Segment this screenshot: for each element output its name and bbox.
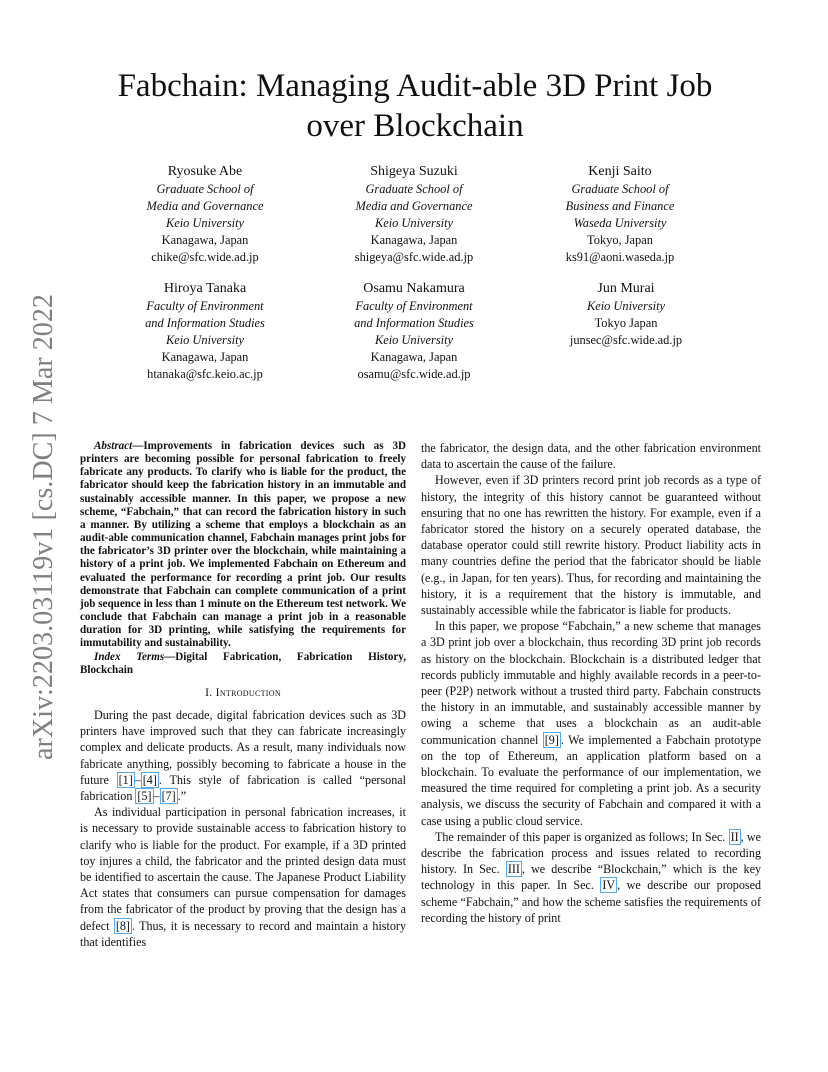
author-affiliation: Keio University — [165, 332, 245, 347]
author-affiliation: Graduate School of — [156, 182, 254, 196]
paragraph-text: The remainder of this paper is organized as follows; In Sec. — [435, 829, 729, 844]
paragraph-text: In this paper, we propose “Fabchain,” a new scheme that manages a 3D print job over a blockchain, thus recording 3D print job records as history on the blockchain. Blockchain is a distributed ledger that records publicly immutable and highly available records in a peer-to-peer (P2P) network without a trusted third party. Fabchain constructs the history in an immutable, and sustainably accessible manner by owing a scheme that uses a blockchain as an audit-able communication channel — [421, 619, 761, 747]
author-name: Jun Murai — [597, 281, 655, 296]
citation-link[interactable]: [8] — [115, 918, 130, 933]
right-paragraph-2 — [421, 618, 761, 829]
section-number: I. — [205, 685, 213, 699]
paragraph-text: During the past decade, digital fabrication devices such as 3D printers have improved such that they can fabricate increasingly complex and delicate products. As a result, many individuals now fabricate anything, possibly becoming to fabricate a house in the future — [80, 708, 406, 787]
paragraph-text: . This style of fabrication is called “personal fabrication — [80, 772, 406, 804]
author-location: Kanagawa, Japan — [370, 349, 458, 364]
author-email: junsec@sfc.wide.ad.jp — [569, 332, 683, 347]
section-link[interactable]: II — [730, 829, 739, 844]
author-affiliation: Business and Finance — [565, 198, 675, 213]
abstract-label: Abstract — [94, 440, 133, 452]
right-paragraph-1: However, even if 3D printers record print job records as a type of history, the integrity of this history cannot be guaranteed without ensuring that no one has rewritten the history. For example, even if a fabricator stored the history on a securely operated database, the database operator could still rewrite history. Product liability acts in many countries define the period that the fabricator should be liable (e.g., in Japan, for ten years). Thus, for recording and maintaining the history, it is a requirement that the history is immutable, and sustainably accessible while the fabricator is liable for products. — [421, 473, 761, 618]
author-affiliation: Media and Governance — [146, 198, 264, 213]
author-affiliation: Waseda University — [573, 215, 667, 230]
right-column — [421, 440, 761, 926]
author-location: Tokyo, Japan — [587, 232, 653, 247]
author-block-6 — [531, 280, 721, 349]
paragraph-text: . Thus, it is necessary to record and maintain a history that identifies — [80, 918, 406, 949]
title-line-2: over Blockchain — [306, 108, 524, 144]
paragraph-text: – — [153, 789, 160, 804]
left-column — [80, 440, 406, 950]
author-location: Kanagawa, Japan — [370, 232, 458, 247]
title-line-1: Fabchain: Managing Audit-able 3D Print Job — [117, 68, 713, 104]
author-block-5 — [319, 280, 509, 383]
index-terms-label: Index Terms — [94, 650, 165, 663]
author-name: Ryosuke Abe — [167, 164, 243, 179]
paragraph-text: , we describe our proposed scheme “Fabchain,” and how the scheme satisfies the requirements of recording the history of print — [421, 878, 762, 925]
author-name: Osamu Nakamura — [363, 281, 465, 296]
section-heading-introduction — [80, 685, 406, 701]
author-affiliation: Media and Governance — [355, 198, 473, 213]
paragraph-text: As individual participation in personal fabrication increases, it is necessary to provide sustainable access to fabrication history to clarify who is liable for the product. For example, if a 3D printed toy injures a child, the fabricator and the printed design data must be identified to ascertain the cause. The Japanese Product Liability Act states that consumers can pursue compensation for damages from the fabricator of the product by proving that the design has a defect — [80, 805, 406, 933]
author-affiliation: and Information Studies — [145, 315, 265, 330]
section-title: Introduction — [215, 685, 281, 699]
intro-paragraph-1 — [80, 707, 406, 804]
author-name: Shigeya Suzuki — [370, 164, 458, 179]
section-link[interactable]: IV — [602, 878, 616, 893]
author-email: shigeya@sfc.wide.ad.jp — [354, 249, 474, 264]
abstract — [80, 440, 406, 651]
author-affiliation: Graduate School of — [571, 182, 669, 196]
paragraph-text: – — [134, 772, 141, 787]
section-link[interactable]: III — [507, 862, 520, 877]
arxiv-identifier-stamp — [22, 292, 58, 762]
author-affiliation: Keio University — [374, 215, 454, 230]
paragraph-text: , we describe the fabrication process and issues related to recording history. In Sec. — [421, 829, 761, 877]
author-location: Kanagawa, Japan — [161, 349, 249, 364]
citation-link[interactable]: [9] — [544, 732, 559, 747]
paragraph-text: , we describe “Blockchain,” which is the key technology in this paper. In Sec. — [421, 862, 761, 893]
arxiv-stamp-text: arXiv:2203.03119v1 [cs.DC] 7 Mar 2022 — [27, 292, 58, 760]
citation-link[interactable]: [7] — [161, 789, 176, 804]
author-email: htanaka@sfc.keio.ac.jp — [147, 366, 263, 381]
intro-paragraph-2 — [80, 804, 406, 950]
author-affiliation: Keio University — [374, 332, 454, 347]
citation-link[interactable]: [1] — [118, 772, 133, 787]
author-location: Tokyo Japan — [594, 315, 658, 330]
author-block-1 — [110, 163, 300, 266]
index-terms — [80, 651, 406, 677]
abstract-text: —Improvements in fabrication devices such as 3D printers are becoming possible for personal fabrication to freely fabricate any products. To clarify who is liable for the product, the fabricator should keep the fabrication history in an immutable and sustainably accessible manner. In this paper, we propose a new scheme, “Fabchain,” that can record the fabrication history in such a manner. By utilizing a scheme that employs a blockchain as an audit-able communication channel, Fabchain manages print jobs for the fabricator’s 3D printer over the blockchain, while maintaining a history of a print job. We implemented Fabchain on Ethereum and evaluated the performance for recording a print job. Our results demonstrate that Fabchain can complete communication of a print job sequence in less than 1 minute on the Ethereum test network. We conclude that Fabchain can manage a print job in a reasonable duration for 3D printing, while satisfying the requirements for immutability and sustainability. — [80, 440, 406, 650]
citation-link[interactable]: [4] — [142, 772, 157, 787]
index-terms-text: —Digital Fabrication, Fabrication History, Blockchain — [80, 650, 406, 676]
author-affiliation: and Information Studies — [354, 315, 474, 330]
author-block-2 — [319, 163, 509, 266]
author-email: chike@sfc.wide.ad.jp — [151, 249, 259, 264]
author-affiliation: Faculty of Environment — [146, 299, 264, 313]
right-paragraph-3 — [421, 829, 761, 926]
author-name: Hiroya Tanaka — [163, 281, 247, 296]
author-block-4 — [110, 280, 300, 383]
paragraph-text: . We implemented a Fabchain prototype on the top of Ethereum, an application platform based on a blockchain. To evaluate the performance of our implementation, we measured the time required for completing a print job. As a security analysis, we discuss the security of Fabchain and compared it with a case using a public cloud service. — [421, 732, 761, 828]
author-location: Kanagawa, Japan — [161, 232, 249, 247]
paragraph-text: .” — [177, 789, 187, 804]
author-affiliation: Graduate School of — [365, 182, 463, 196]
author-affiliation: Keio University — [586, 299, 666, 313]
author-block-3 — [525, 163, 715, 266]
citation-link[interactable]: [5] — [137, 789, 152, 804]
author-name: Kenji Saito — [588, 164, 652, 179]
author-email: ks91@aoni.waseda.jp — [565, 249, 675, 264]
author-affiliation: Keio University — [165, 215, 245, 230]
paper-title — [90, 66, 740, 146]
right-paragraph-0: the fabricator, the design data, and the other fabrication environment data to ascertain the cause of the failure. — [421, 441, 761, 472]
author-email: osamu@sfc.wide.ad.jp — [357, 366, 471, 381]
author-affiliation: Faculty of Environment — [355, 299, 473, 313]
